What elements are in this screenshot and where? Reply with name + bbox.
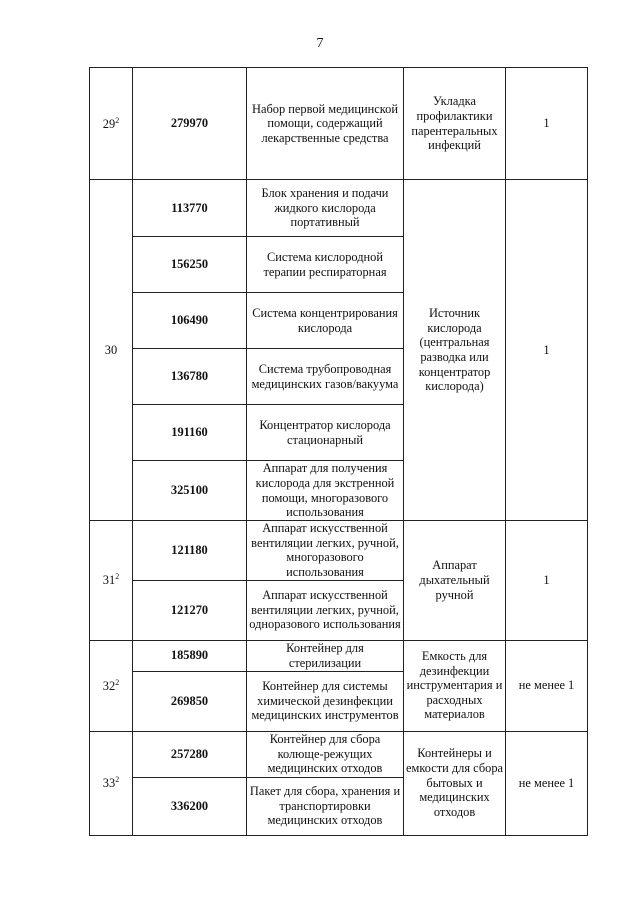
function-purpose: Аппарат дыхательный ручной [404, 521, 506, 641]
table-row [90, 521, 588, 581]
item-code: 336200 [133, 777, 247, 835]
item-name: Контейнер для системы химической дезинфекции медицинских инструментов [247, 671, 404, 731]
item-code: 121270 [133, 580, 247, 640]
row-number: 30 [90, 180, 133, 521]
item-code: 113770 [133, 180, 247, 237]
item-name: Аппарат искусственной вентиляции легких, ручной, одноразового использования [247, 580, 404, 640]
quantity: не менее 1 [506, 731, 588, 835]
row-number: $31^2$ [90, 521, 133, 641]
function-purpose: Емкость для дезинфекции инструментария и расходных материалов [404, 640, 506, 731]
item-name: Контейнер для стерилизации [247, 640, 404, 671]
page-number: 7 [316, 36, 324, 51]
item-name: Контейнер для сбора колюще-режущих медицинских отходов [247, 731, 404, 777]
item-name: Система трубопроводная медицинских газов/вакуума [247, 349, 404, 405]
item-code: 269850 [133, 671, 247, 731]
item-code: 121180 [133, 521, 247, 581]
quantity: 1 [506, 68, 588, 180]
table-row [90, 731, 588, 777]
item-code: 136780 [133, 349, 247, 405]
item-name: Концентратор кислорода стационарный [247, 405, 404, 461]
item-name: Блок хранения и подачи жидкого кислорода портативный [247, 180, 404, 237]
item-code: 106490 [133, 293, 247, 349]
item-name: Набор первой медицинской помощи, содержащий лекарственные средства [247, 68, 404, 180]
item-name: Пакет для сбора, хранения и транспортировки медицинских отходов [247, 777, 404, 835]
equipment-table [89, 67, 588, 836]
quantity: 1 [506, 521, 588, 641]
function-purpose: Укладка профилактики парентеральных инфекций [404, 68, 506, 180]
item-code: 325100 [133, 461, 247, 521]
item-name: Аппарат искусственной вентиляции легких, ручной, многоразового использования [247, 521, 404, 581]
item-code: 156250 [133, 237, 247, 293]
table-row [90, 68, 588, 180]
quantity: не менее 1 [506, 640, 588, 731]
item-code: 185890 [133, 640, 247, 671]
quantity: 1 [506, 180, 588, 521]
table-row [90, 180, 588, 237]
item-code: 191160 [133, 405, 247, 461]
item-code: 279970 [133, 68, 247, 180]
function-purpose: Контейнеры и емкости для сбора бытовых и медицинских отходов [404, 731, 506, 835]
row-number: $32^2$ [90, 640, 133, 731]
item-name: Система кислородной терапии респираторная [247, 237, 404, 293]
row-number: $33^2$ [90, 731, 133, 835]
row-number: $29^2$ [90, 68, 133, 180]
item-name: Система концентрирования кислорода [247, 293, 404, 349]
table-row [90, 640, 588, 671]
item-code: 257280 [133, 731, 247, 777]
item-name: Аппарат для получения кислорода для экстренной помощи, многоразового использования [247, 461, 404, 521]
function-purpose: Источник кислорода (центральная разводка или концентратор кислорода) [404, 180, 506, 521]
